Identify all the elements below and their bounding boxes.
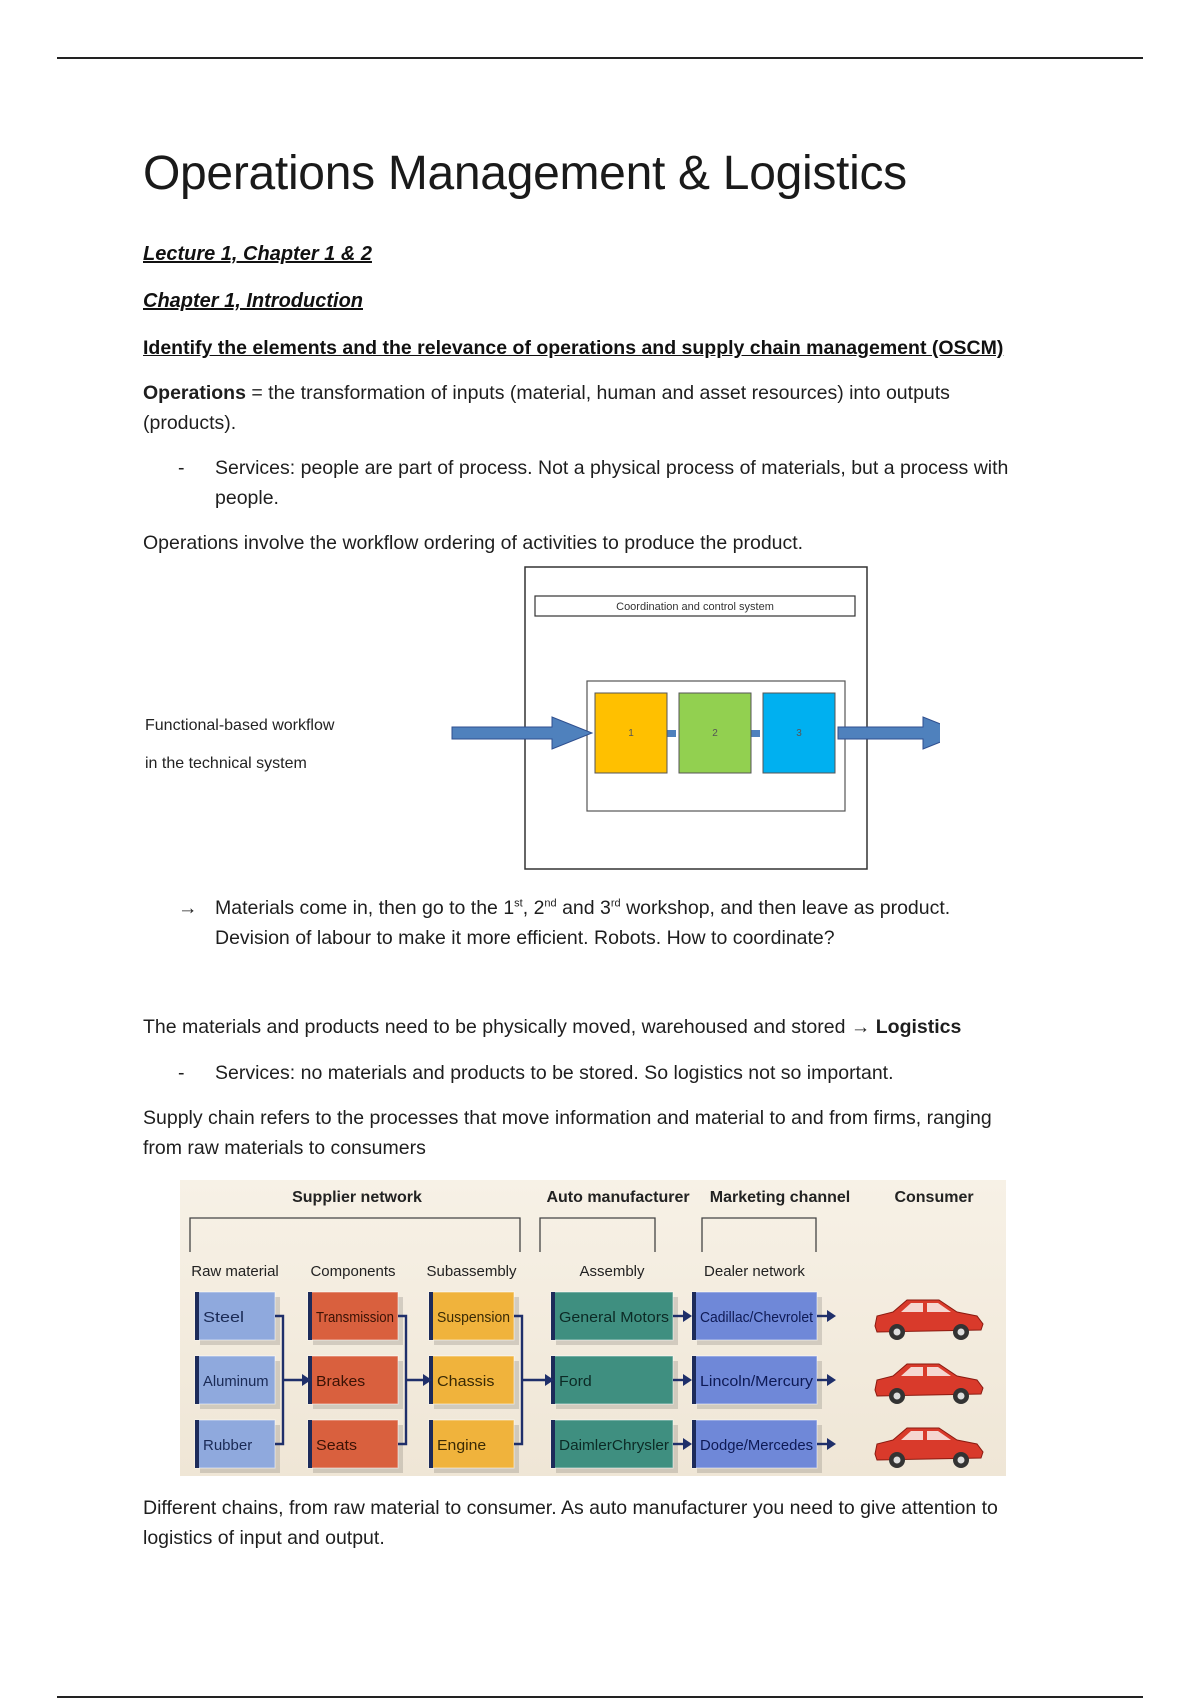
bullet-services-people [215,453,1115,513]
logistics-text: The materials and products need to be physically moved, warehoused and stored → [143,1016,876,1038]
dealers-label-2: Dodge/Mercedes [700,1437,813,1454]
raw-label-1: Aluminum [203,1373,269,1390]
car-hub-rear-2 [958,1457,965,1464]
workflow-diagram [140,560,940,880]
group-header-3: Consumer [894,1189,974,1206]
logistics-term: Logistics [875,1016,962,1038]
raw-label-2: Rubber [203,1437,253,1454]
column-header-1: Components [310,1263,396,1280]
raw-label-0: Steel [203,1309,244,1326]
assembly-edge-2 [551,1420,555,1468]
page-title: Operations Management & Logistics [143,147,907,200]
assembly-label-2: DaimlerChrysler [559,1437,670,1454]
bullet-dash-2: - [178,1062,185,1084]
group-header-0: Supplier network [292,1189,422,1206]
column-header-0: Raw material [191,1263,279,1280]
workshop-label-2: 2 [712,728,718,739]
paragraph-operations [143,378,1143,438]
components-label-0: Transmission [316,1309,394,1326]
workshop-label-1: 1 [628,728,634,739]
components-label-1: Brakes [316,1373,366,1390]
heading-chapter: Chapter 1, Introduction [143,290,363,312]
subassembly-label-0: Suspension [437,1309,510,1326]
coordination-label: Coordination and control system [616,601,774,613]
operations-definition: = the transformation of inputs (material, human and asset resources) into outputs [245,382,950,404]
dealers-label-1: Lincoln/Mercury [700,1373,814,1390]
assembly-edge-0 [551,1292,555,1340]
bullet-services-storage: Services: no materials and products to be stored. So logistics not so important. [215,1062,894,1084]
dealers-edge-0 [692,1292,696,1340]
supply-chain-line2: from raw materials to consumers [143,1137,426,1159]
raw-edge-0 [195,1292,199,1340]
bullet1-line1: Services: people are part of process. Not a physical process of materials, but a process with [215,457,1009,479]
bottom-rule [57,1696,1143,1698]
group-header-1: Auto manufacturer [546,1189,690,1206]
subassembly-edge-2 [429,1420,433,1468]
subassembly-label-2: Engine [437,1437,487,1454]
term-operations: Operations [143,382,246,404]
components-edge-2 [308,1420,312,1468]
bullet1-line2: people. [215,487,279,509]
dealers-label-0: Cadillac/Chevrolet [700,1309,814,1326]
components-label-2: Seats [316,1437,357,1454]
chains-line1: Different chains, from raw material to consumer. As auto manufacturer you need to give attention to [143,1497,998,1519]
subassembly-edge-0 [429,1292,433,1340]
arrow-note-line1: Materials come in, then go to the 1st, 2nd and 3rd workshop, and then leave as product. [215,897,951,919]
arrow-note-line2: Devision of labour to make it more efficient. Robots. How to coordinate? [215,927,835,949]
subassembly-label-1: Chassis [437,1373,495,1390]
bullet-dash-1: - [178,457,185,479]
workflow-label-line1: Functional-based workflow [145,717,335,734]
workshop-label-3: 3 [796,728,802,739]
supply-chain-diagram [180,1180,1006,1476]
assembly-label-1: Ford [559,1373,592,1390]
car-hub-front-1 [894,1393,901,1400]
components-edge-0 [308,1292,312,1340]
paragraph-logistics [143,1012,961,1042]
column-header-2: Subassembly [426,1263,517,1280]
car-hub-front-0 [894,1329,901,1336]
supply-chain-line1: Supply chain refers to the processes that move information and material to and from firms, ranging [143,1107,992,1129]
column-header-3: Assembly [579,1263,645,1280]
chains-line2: logistics of input and output. [143,1527,385,1549]
column-header-4: Dealer network [704,1263,805,1280]
car-hub-rear-1 [958,1393,965,1400]
group-header-2: Marketing channel [709,1189,851,1206]
paragraph-supply-chain [143,1103,1143,1163]
car-hub-rear-0 [958,1329,965,1336]
raw-edge-1 [195,1356,199,1404]
workflow-label-line2: in the technical system [145,755,307,772]
assembly-label-0: General Motors [559,1309,669,1326]
heading-lecture: Lecture 1, Chapter 1 & 2 [143,243,372,265]
paragraph-workflow: Operations involve the workflow ordering of activities to produce the product. [143,532,804,554]
dealers-edge-1 [692,1356,696,1404]
arrow-bullet-icon: → [178,897,198,919]
heading-section: Identify the elements and the relevance of operations and supply chain management (OSCM) [143,337,1004,359]
car-hub-front-2 [894,1457,901,1464]
raw-edge-2 [195,1420,199,1468]
paragraph-chains [143,1493,1153,1553]
dealers-edge-2 [692,1420,696,1468]
top-rule [57,57,1143,59]
operations-definition-line2: (products). [143,412,237,434]
arrow-note [215,893,1115,953]
